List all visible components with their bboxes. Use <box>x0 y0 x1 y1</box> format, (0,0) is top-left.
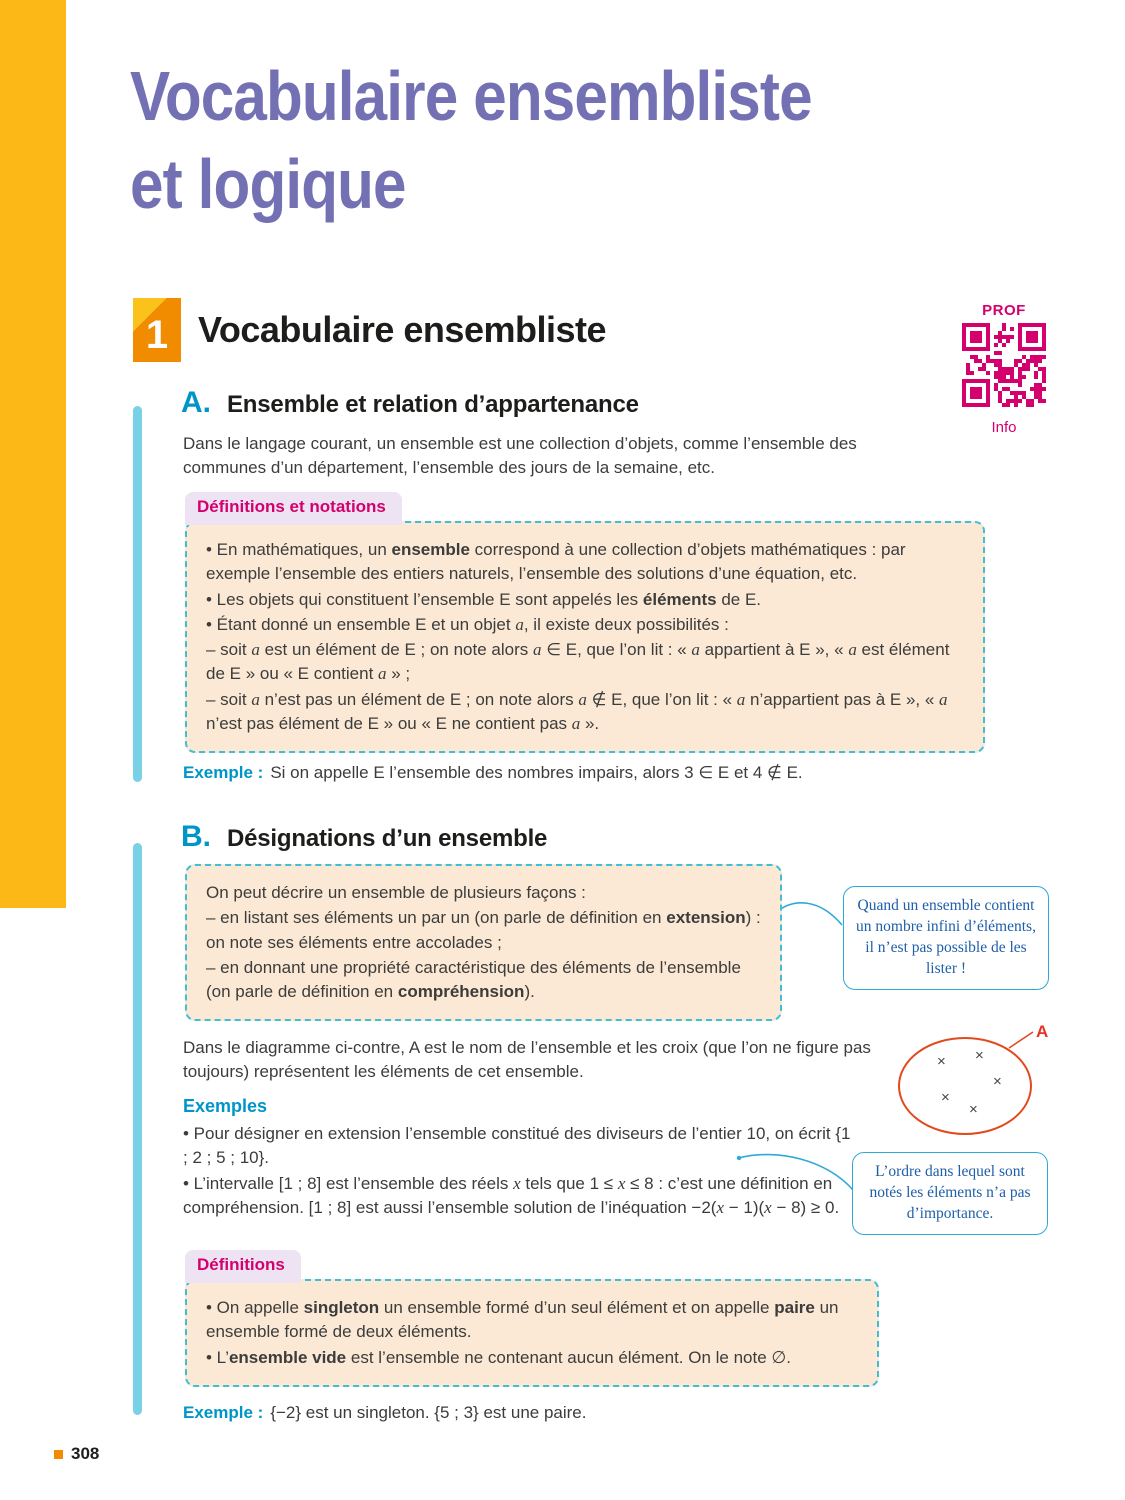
page-footer <box>54 1444 99 1464</box>
page-number: 308 <box>71 1444 100 1463</box>
definition-line: • Les objets qui constituent l’ensemble E sont appelés les éléments de E. <box>206 589 762 609</box>
footer-square-icon <box>54 1450 63 1459</box>
subsection-b-heading <box>181 820 547 854</box>
section-a-intro: Dans le langage courant, un ensemble est une collection d’objets, comme l’ensemble des communes d’un département, l’ensemble des jours de la semaine, etc. <box>183 434 857 478</box>
qr-info-label: Info <box>991 419 1017 436</box>
example-b <box>183 1401 1013 1425</box>
set-label: A <box>1036 1022 1049 1041</box>
subsection-a-title: Ensemble et relation d’appartenance <box>227 391 639 418</box>
callout-infinite-set: Quand un ensemble contient un nombre infini d’éléments, il n’est pas possible de les lister ! <box>843 886 1049 990</box>
definitions-box-b <box>185 1279 879 1387</box>
set-diagram <box>893 1020 1055 1140</box>
subsection-a-letter: A. <box>181 386 211 419</box>
definition-line: • Étant donné un ensemble E et un objet a, il existe deux possibilités : <box>206 614 729 634</box>
left-accent-bar <box>0 0 66 908</box>
set-ellipse <box>899 1038 1031 1134</box>
callout-1-connector <box>772 893 846 941</box>
page-title <box>130 52 812 228</box>
diagram-paragraph: Dans le diagramme ci-contre, A est le nom de l’ensemble et les croix (que l’on ne figure pas toujours) représentent les éléments de cet ensemble. <box>183 1038 871 1082</box>
definitions-box-a <box>185 521 985 753</box>
subsection-b-title: Désignations d’un ensemble <box>227 825 548 852</box>
section-1-header <box>133 298 606 362</box>
definition-line: • L’ensemble vide est l’ensemble ne contenant aucun élément. On le note ∅. <box>206 1347 791 1367</box>
section-b-side-bar <box>133 843 142 1415</box>
description-line: – en donnant une propriété caractéristique des éléments de l’ensemble (on parle de définition en compréhension). <box>206 957 741 1002</box>
subsection-b-letter: B. <box>181 820 211 853</box>
section-a-side-bar <box>133 406 142 782</box>
element-cross: × <box>937 1053 946 1070</box>
subsection-a-heading <box>181 386 639 420</box>
description-line: – en listant ses éléments un par un (on parle de définition en extension) : on note ses éléments entre accolades ; <box>206 908 761 952</box>
callout-2-connector <box>735 1148 857 1202</box>
example-line: • Pour désigner en extension l’ensemble constitué des diviseurs de l’entier 10, on écrit {1 ; 2 ; 5 ; 10}. <box>183 1124 851 1168</box>
definition-line: • On appelle singleton un ensemble formé d’un seul élément et on appelle paire un ensemble formé de deux éléments. <box>206 1298 839 1342</box>
definition-line: – soit a est un élément de E ; on note alors a ∈ E, que l’on lit : « a appartient à E », « a est élément de E » ou « E contient a » ; <box>206 640 950 684</box>
description-box-b <box>185 864 782 1021</box>
example-b-label: Exemple : <box>183 1403 264 1422</box>
qr-code <box>962 323 1046 407</box>
example-a <box>183 761 1013 785</box>
definition-line: • En mathématiques, un ensemble correspond à une collection d’objets mathématiques : par exemple l’ensemble des entiers naturels, l’ensemble des solutions d’une équation, etc. <box>206 540 906 584</box>
page-title-line2: et logique <box>130 145 406 224</box>
example-line: • L’intervalle [1 ; 8] est l’ensemble des réels x tels que 1 ≤ x ≤ 8 : c’est une définition en compréhension. [1 ; 8] est aussi l’ensemble solution de l’inéquation −2(x − 1)(x − 8) ≥ 0. <box>183 1174 840 1218</box>
qr-block <box>958 302 1050 436</box>
example-a-label: Exemple : <box>183 763 264 782</box>
examples-heading: Exemples <box>183 1096 268 1116</box>
definition-line: – soit a n’est pas un élément de E ; on note alors a ∉ E, que l’on lit : « a n’appartient pas à E », « a n’est pas élément de E » ou « E ne contient pas a ». <box>206 689 948 734</box>
element-cross: × <box>993 1073 1002 1090</box>
example-b-text: {−2} est un singleton. {5 ; 3} est une paire. <box>270 1403 587 1422</box>
definitions-tag-b: Définitions <box>185 1250 301 1283</box>
section-number-box: 1 <box>133 298 181 362</box>
description-line: On peut décrire un ensemble de plusieurs façons : <box>206 883 586 902</box>
definitions-tag-a: Définitions et notations <box>185 492 402 525</box>
page-title-line1: Vocabulaire ensembliste <box>130 57 812 135</box>
element-cross: × <box>975 1047 984 1064</box>
element-cross: × <box>941 1089 950 1106</box>
set-label-leader-line <box>1009 1032 1033 1048</box>
element-cross: × <box>969 1101 978 1118</box>
qr-prof-label: PROF <box>982 302 1026 319</box>
section-1-title: Vocabulaire ensembliste <box>198 309 607 350</box>
example-a-text: Si on appelle E l’ensemble des nombres impairs, alors 3 ∈ E et 4 ∉ E. <box>270 763 803 782</box>
callout-order: L’ordre dans lequel sont notés les éléments n’a pas d’importance. <box>852 1152 1048 1235</box>
